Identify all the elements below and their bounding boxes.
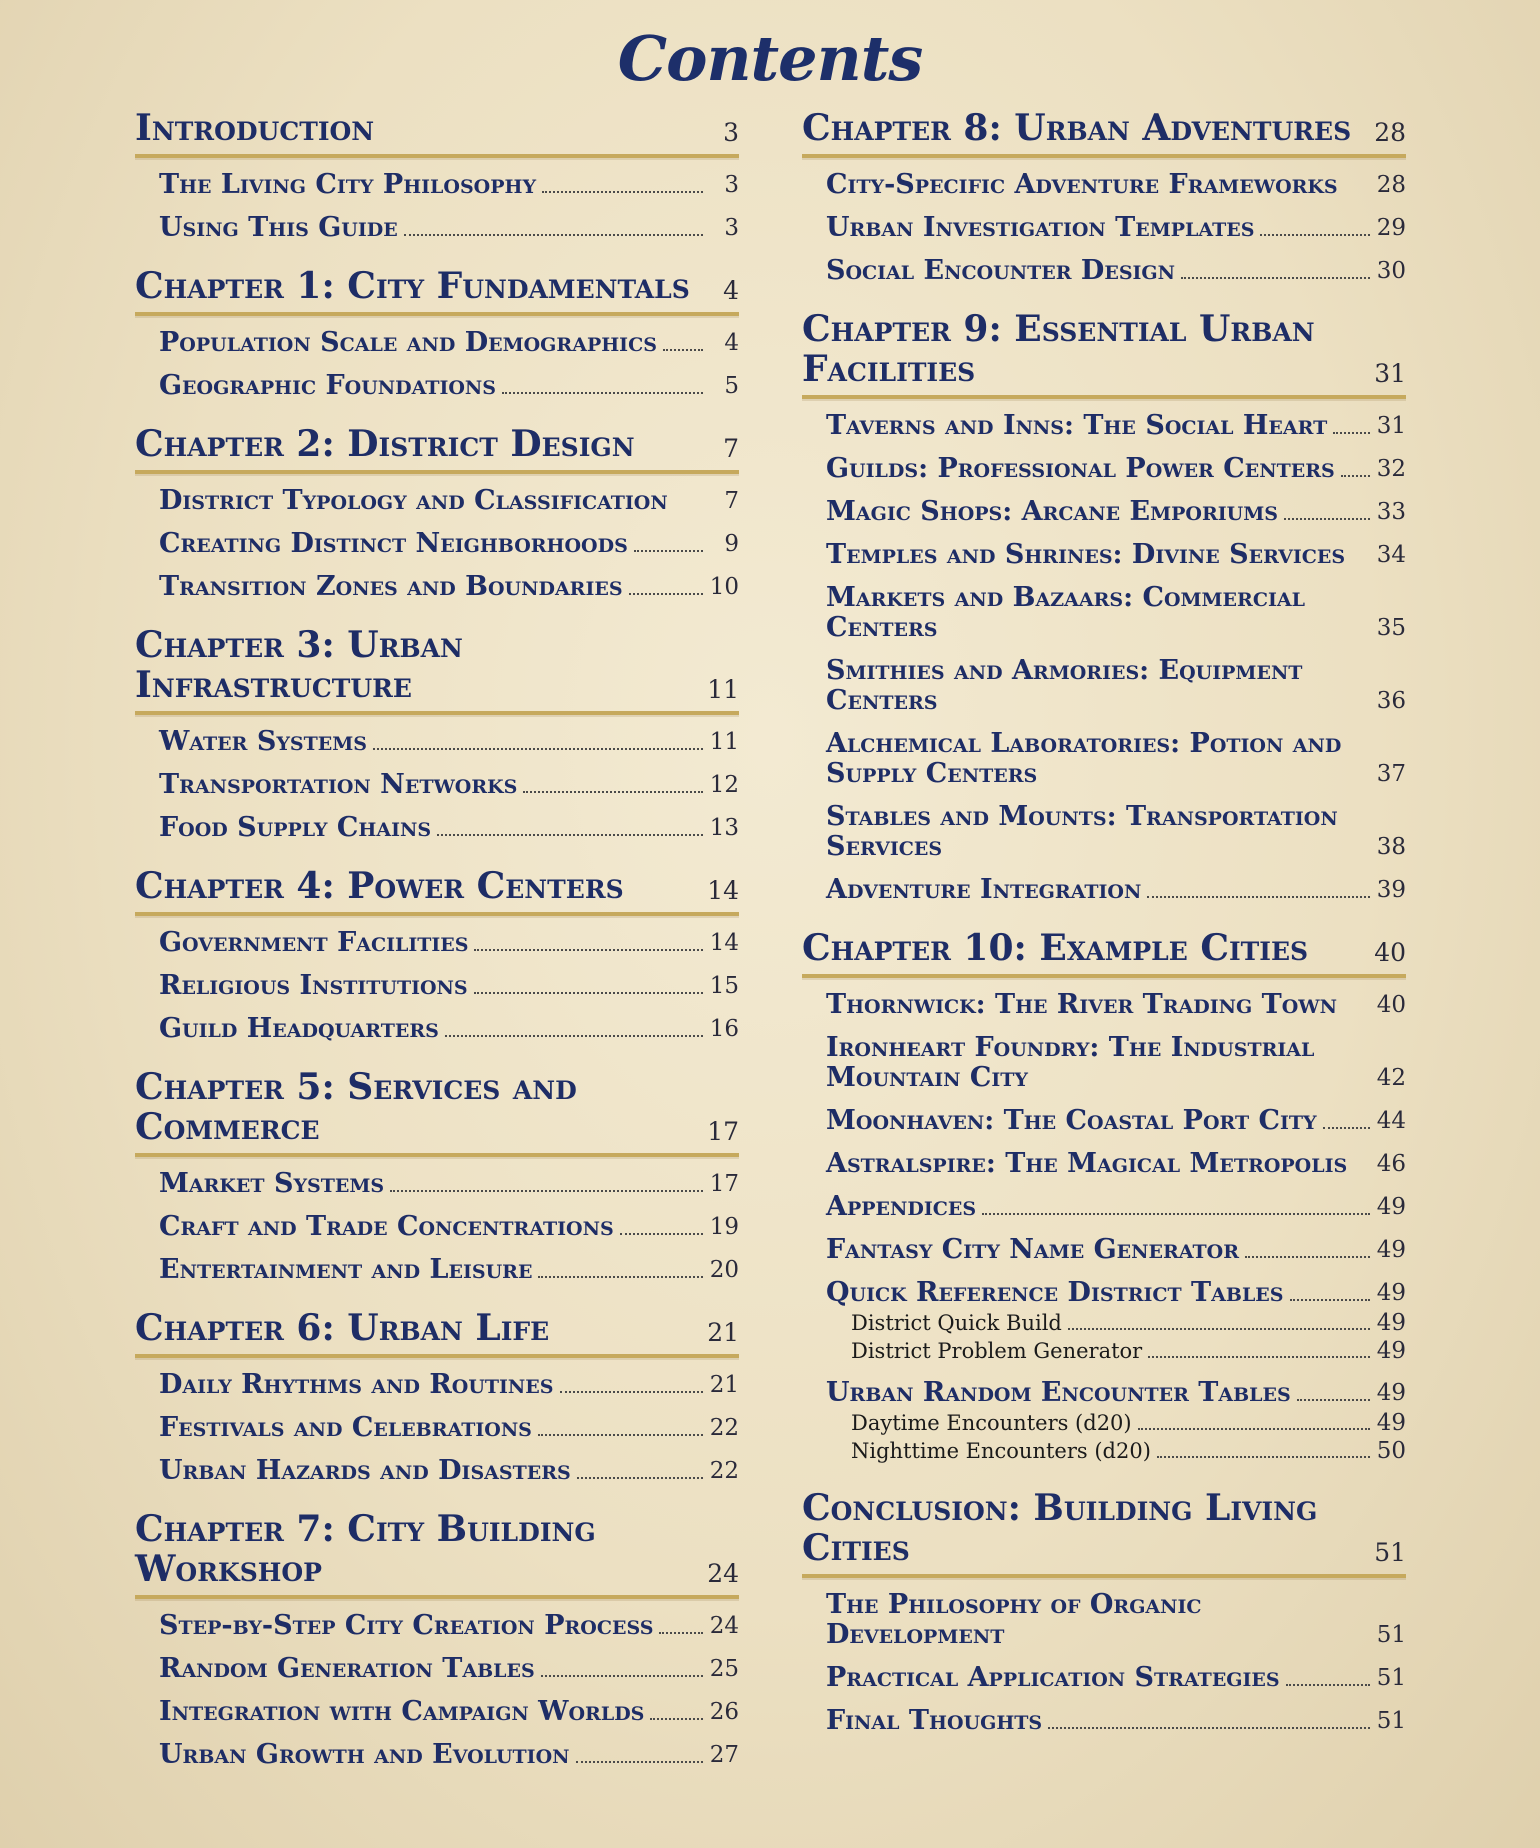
chapter-heading[interactable] bbox=[802, 309, 1406, 399]
dot-leader bbox=[577, 1477, 703, 1479]
chapter-entries bbox=[135, 158, 739, 266]
chapter-page-number: 14 bbox=[707, 876, 739, 905]
toc-entry[interactable] bbox=[159, 1255, 739, 1285]
entry-page-number: 21 bbox=[709, 1372, 739, 1398]
entry-page-number: 39 bbox=[1376, 877, 1406, 903]
dot-leader bbox=[659, 1632, 703, 1634]
entry-title: Social Encounter Design bbox=[826, 255, 1176, 286]
entry-page-number: 46 bbox=[1376, 1151, 1406, 1177]
toc-entry[interactable] bbox=[159, 1014, 739, 1044]
entry-page-number: 31 bbox=[1376, 413, 1406, 439]
entry-page-number: 49 bbox=[1376, 1280, 1406, 1306]
subentry-page-number: 50 bbox=[1376, 1438, 1406, 1464]
entry-title: Moonhaven: The Coastal Port City bbox=[826, 1105, 1317, 1136]
entry-title: Fantasy City Name Generator bbox=[826, 1234, 1239, 1265]
subentry-title: District Quick Build bbox=[851, 1311, 1062, 1335]
toc-entry[interactable] bbox=[826, 411, 1406, 441]
entry-page-number: 22 bbox=[709, 1415, 739, 1441]
entry-page-number: 26 bbox=[709, 1699, 739, 1725]
entry-page-number: 14 bbox=[709, 930, 739, 956]
chapter-title: Chapter 1: City Fundamentals bbox=[135, 265, 690, 307]
chapter-entries bbox=[135, 1157, 739, 1308]
entry-page-number: 25 bbox=[709, 1656, 739, 1682]
entry-title: Guilds: Professional Power Centers bbox=[826, 453, 1335, 484]
dot-leader bbox=[502, 392, 703, 394]
toc-entry[interactable] bbox=[826, 170, 1406, 200]
entry-page-number: 19 bbox=[709, 1214, 739, 1240]
dot-leader bbox=[1286, 1684, 1370, 1686]
entry-title: Urban Growth and Evolution bbox=[159, 1739, 570, 1770]
chapter-heading[interactable] bbox=[802, 928, 1406, 978]
subentry-page-number: 49 bbox=[1376, 1310, 1406, 1336]
chapter-title: Chapter 8: Urban Adventures bbox=[802, 107, 1352, 149]
toc-entry[interactable] bbox=[159, 1212, 739, 1242]
toc-entry[interactable] bbox=[159, 1740, 739, 1770]
entry-title: Transition Zones and Boundaries bbox=[159, 571, 623, 602]
toc-entry[interactable] bbox=[159, 813, 739, 843]
dot-leader bbox=[542, 191, 703, 193]
toc-entry[interactable] bbox=[159, 1697, 739, 1727]
toc-entry[interactable] bbox=[159, 770, 739, 800]
toc-entry[interactable] bbox=[826, 1106, 1406, 1136]
toc-entry[interactable] bbox=[826, 1590, 1406, 1650]
toc-entry[interactable] bbox=[826, 802, 1406, 862]
entry-page-number: 29 bbox=[1376, 215, 1406, 241]
dot-leader bbox=[1297, 1399, 1370, 1401]
toc-entry[interactable] bbox=[826, 1192, 1406, 1222]
chapter-heading[interactable] bbox=[802, 108, 1406, 158]
entry-title: City-Specific Adventure Frameworks bbox=[826, 169, 1338, 200]
chapter-title: Chapter 7: City Building Workshop bbox=[135, 1508, 596, 1590]
entry-title: Craft and Trade Concentrations bbox=[159, 1211, 614, 1242]
entry-title: Ironheart Foundry: The Industrial Mountain City bbox=[826, 1032, 1315, 1093]
page-title: Contents bbox=[617, 22, 923, 95]
toc-entry[interactable] bbox=[159, 1370, 739, 1400]
entry-title: Quick Reference District Tables bbox=[826, 1277, 1284, 1308]
subentry-title: District Problem Generator bbox=[851, 1339, 1143, 1363]
dot-leader bbox=[541, 1675, 703, 1677]
chapter-heading[interactable] bbox=[135, 1308, 739, 1358]
entry-page-number: 51 bbox=[1376, 1708, 1406, 1734]
toc-entry[interactable] bbox=[826, 729, 1406, 789]
chapter-page-number: 28 bbox=[1374, 118, 1406, 147]
toc-entry[interactable] bbox=[159, 529, 739, 559]
dot-leader bbox=[620, 1233, 703, 1235]
dot-leader bbox=[1284, 518, 1370, 520]
entry-title: The Philosophy of Organic Development bbox=[826, 1589, 1202, 1650]
dot-leader bbox=[663, 349, 703, 351]
entry-page-number: 30 bbox=[1376, 258, 1406, 284]
toc-subentry[interactable] bbox=[826, 1309, 1406, 1337]
entry-title: Markets and Bazaars: Commercial Centers bbox=[826, 582, 1305, 643]
chapter-entries bbox=[135, 316, 739, 424]
chapter-page-number: 40 bbox=[1374, 938, 1406, 967]
toc-chapter bbox=[135, 866, 739, 1067]
chapter-page-number: 24 bbox=[707, 1559, 739, 1588]
entry-title: Entertainment and Leisure bbox=[159, 1254, 533, 1285]
dot-leader bbox=[390, 1190, 703, 1192]
entry-page-number: 28 bbox=[1376, 172, 1406, 198]
chapter-page-number: 11 bbox=[707, 675, 739, 704]
entry-title: Urban Hazards and Disasters bbox=[159, 1455, 571, 1486]
toc-chapter bbox=[802, 309, 1406, 928]
toc-entry[interactable] bbox=[159, 971, 739, 1001]
entry-title: Water Systems bbox=[159, 726, 367, 757]
dot-leader bbox=[404, 234, 703, 236]
entry-title: Market Systems bbox=[159, 1168, 385, 1199]
entry-title: Adventure Integration bbox=[826, 874, 1142, 905]
entry-page-number: 7 bbox=[724, 488, 739, 514]
dot-leader bbox=[634, 550, 703, 552]
entry-page-number: 27 bbox=[709, 1742, 739, 1768]
entry-title: Using This Guide bbox=[159, 212, 398, 243]
chapter-heading[interactable] bbox=[802, 1488, 1406, 1578]
dot-leader bbox=[1323, 1127, 1370, 1129]
chapter-page-number: 21 bbox=[707, 1318, 739, 1347]
toc-entry[interactable] bbox=[826, 256, 1406, 286]
chapter-entries bbox=[802, 1578, 1406, 1759]
entry-page-number: 20 bbox=[709, 1257, 739, 1283]
toc-entry[interactable] bbox=[826, 497, 1406, 527]
entry-page-number: 42 bbox=[1376, 1065, 1406, 1091]
entry-page-number: 44 bbox=[1376, 1108, 1406, 1134]
entry-title: Geographic Foundations bbox=[159, 370, 496, 401]
entry-page-number: 49 bbox=[1376, 1380, 1406, 1406]
entry-title: Government Facilities bbox=[159, 927, 469, 958]
entry-title: Taverns and Inns: The Social Heart bbox=[826, 410, 1328, 441]
dot-leader bbox=[629, 593, 703, 595]
dot-leader bbox=[1290, 1299, 1370, 1301]
dot-leader bbox=[1048, 1727, 1370, 1729]
entry-title: Practical Application Strategies bbox=[826, 1662, 1280, 1693]
dot-leader bbox=[538, 1276, 703, 1278]
entry-title: Magic Shops: Arcane Emporiums bbox=[826, 496, 1278, 527]
entry-title: Festivals and Celebrations bbox=[159, 1412, 532, 1443]
entry-title: Population Scale and Demographics bbox=[159, 327, 657, 358]
entry-title: Astralspire: The Magical Metropolis bbox=[826, 1148, 1348, 1179]
toc-subentry[interactable] bbox=[826, 1337, 1406, 1365]
dot-leader bbox=[1260, 234, 1370, 236]
chapter-title: Chapter 10: Example Cities bbox=[802, 927, 1309, 969]
chapter-entries bbox=[135, 1599, 739, 1793]
chapter-entries bbox=[802, 399, 1406, 928]
dot-leader bbox=[1181, 277, 1370, 279]
entry-page-number: 3 bbox=[724, 215, 739, 241]
entry-page-number: 5 bbox=[724, 373, 739, 399]
dot-leader bbox=[1138, 1428, 1370, 1430]
chapter-heading[interactable] bbox=[135, 1067, 739, 1157]
dot-leader bbox=[1157, 1456, 1370, 1458]
entry-title: Creating Distinct Neighborhoods bbox=[159, 528, 628, 559]
entry-title: Food Supply Chains bbox=[159, 812, 432, 843]
subentry-title: Daytime Encounters (d20) bbox=[851, 1411, 1132, 1435]
dot-leader bbox=[650, 1718, 703, 1720]
dot-leader bbox=[1333, 432, 1370, 434]
dot-leader bbox=[445, 1035, 703, 1037]
chapter-page-number: 7 bbox=[723, 434, 739, 463]
entry-page-number: 4 bbox=[724, 330, 739, 356]
entry-title: Guild Headquarters bbox=[159, 1013, 439, 1044]
toc-chapter bbox=[135, 625, 739, 866]
toc-entry[interactable] bbox=[826, 875, 1406, 905]
entry-title: Religious Institutions bbox=[159, 970, 468, 1001]
dot-leader bbox=[474, 992, 703, 994]
entry-title: Smithies and Armories: Equipment Centers bbox=[826, 655, 1303, 716]
toc-entry[interactable] bbox=[826, 1235, 1406, 1265]
dot-leader bbox=[1147, 896, 1370, 898]
entry-title: Random Generation Tables bbox=[159, 1653, 535, 1684]
chapter-heading[interactable] bbox=[135, 866, 739, 916]
entry-page-number: 22 bbox=[709, 1458, 739, 1484]
chapter-title: Chapter 3: Urban Infrastructure bbox=[135, 624, 463, 706]
chapter-title: Chapter 2: District Design bbox=[135, 423, 635, 465]
dot-leader bbox=[538, 1434, 703, 1436]
chapter-entries bbox=[802, 158, 1406, 309]
dot-leader bbox=[560, 1391, 704, 1393]
toc-entry[interactable] bbox=[159, 170, 739, 200]
entry-page-number: 9 bbox=[724, 531, 739, 557]
dot-leader bbox=[437, 834, 703, 836]
entry-page-number: 33 bbox=[1376, 499, 1406, 525]
entry-page-number: 40 bbox=[1376, 992, 1406, 1018]
entry-title: Daily Rhythms and Routines bbox=[159, 1369, 554, 1400]
toc-entry[interactable] bbox=[159, 928, 739, 958]
entry-page-number: 16 bbox=[709, 1016, 739, 1042]
subentry-page-number: 49 bbox=[1376, 1338, 1406, 1364]
subentry-page-number: 49 bbox=[1376, 1410, 1406, 1436]
toc-subentry[interactable] bbox=[826, 1409, 1406, 1437]
chapter-entries bbox=[135, 1358, 739, 1509]
toc-entry[interactable] bbox=[826, 1149, 1406, 1179]
toc-entry[interactable] bbox=[159, 371, 739, 401]
entry-title: Temples and Shrines: Divine Services bbox=[826, 539, 1346, 570]
toc-entry[interactable] bbox=[826, 656, 1406, 716]
entry-page-number: 51 bbox=[1376, 1622, 1406, 1648]
subentry-title: Nighttime Encounters (d20) bbox=[851, 1439, 1151, 1463]
toc-entry[interactable] bbox=[159, 486, 739, 516]
entry-title: Transportation Networks bbox=[159, 769, 518, 800]
entry-page-number: 15 bbox=[709, 973, 739, 999]
entry-page-number: 38 bbox=[1376, 834, 1406, 860]
chapter-entries bbox=[802, 978, 1406, 1488]
entry-title: Urban Random Encounter Tables bbox=[826, 1377, 1291, 1408]
toc-left-column bbox=[135, 108, 739, 1793]
chapter-page-number: 4 bbox=[723, 276, 739, 305]
toc-entry[interactable] bbox=[159, 328, 739, 358]
entry-title: Appendices bbox=[826, 1191, 977, 1222]
chapter-page-number: 51 bbox=[1374, 1538, 1406, 1567]
entry-page-number: 34 bbox=[1376, 542, 1406, 568]
entry-page-number: 11 bbox=[709, 729, 739, 755]
entry-page-number: 3 bbox=[724, 172, 739, 198]
dot-leader bbox=[523, 791, 703, 793]
entry-page-number: 12 bbox=[709, 772, 739, 798]
dot-leader bbox=[1245, 1256, 1370, 1258]
dot-leader bbox=[576, 1761, 704, 1763]
toc-entry[interactable] bbox=[159, 1169, 739, 1199]
chapter-title: Chapter 9: Essential Urban Facilities bbox=[802, 308, 1315, 390]
toc-chapter bbox=[802, 928, 1406, 1488]
chapter-title: Chapter 5: Services and Commerce bbox=[135, 1066, 577, 1148]
chapter-title: Chapter 6: Urban Life bbox=[135, 1307, 550, 1349]
toc-entry[interactable] bbox=[826, 1378, 1406, 1408]
chapter-heading[interactable] bbox=[135, 625, 739, 715]
entry-page-number: 49 bbox=[1376, 1237, 1406, 1263]
toc-entry[interactable] bbox=[159, 1456, 739, 1486]
entry-title: Integration with Campaign Worlds bbox=[159, 1696, 645, 1727]
entry-title: Urban Investigation Templates bbox=[826, 212, 1255, 243]
toc-chapter bbox=[135, 1509, 739, 1793]
toc-chapter bbox=[802, 108, 1406, 309]
entry-page-number: 37 bbox=[1376, 761, 1406, 787]
dot-leader bbox=[1341, 475, 1370, 477]
entry-page-number: 36 bbox=[1376, 688, 1406, 714]
entry-page-number: 17 bbox=[709, 1171, 739, 1197]
entry-page-number: 49 bbox=[1376, 1194, 1406, 1220]
chapter-title: Introduction bbox=[135, 107, 375, 149]
chapter-page-number: 3 bbox=[723, 118, 739, 147]
toc-chapter bbox=[135, 1067, 739, 1308]
toc-right-column bbox=[802, 108, 1406, 1759]
chapter-entries bbox=[135, 916, 739, 1067]
chapter-heading[interactable] bbox=[135, 266, 739, 316]
toc-chapter bbox=[135, 266, 739, 424]
entry-page-number: 13 bbox=[709, 815, 739, 841]
toc-chapter bbox=[135, 108, 739, 266]
chapter-heading[interactable] bbox=[135, 1509, 739, 1599]
entry-page-number: 32 bbox=[1376, 456, 1406, 482]
entry-title: District Typology and Classification bbox=[159, 485, 668, 516]
chapter-heading[interactable] bbox=[135, 108, 739, 158]
toc-entry[interactable] bbox=[826, 213, 1406, 243]
toc-entry[interactable] bbox=[159, 1654, 739, 1684]
toc-entry[interactable] bbox=[159, 213, 739, 243]
dot-leader bbox=[982, 1213, 1370, 1215]
toc-entry[interactable] bbox=[826, 990, 1406, 1020]
entry-title: Thornwick: The River Trading Town bbox=[826, 989, 1337, 1020]
toc-chapter bbox=[135, 1308, 739, 1509]
entry-title: The Living City Philosophy bbox=[159, 169, 537, 200]
toc-entry[interactable] bbox=[826, 540, 1406, 570]
toc-subentry[interactable] bbox=[826, 1437, 1406, 1465]
chapter-entries bbox=[135, 474, 739, 625]
entry-page-number: 24 bbox=[709, 1613, 739, 1639]
toc-entry[interactable] bbox=[159, 1413, 739, 1443]
chapter-title: Conclusion: Building Living Cities bbox=[802, 1487, 1318, 1569]
toc-entry[interactable] bbox=[826, 454, 1406, 484]
dot-leader bbox=[1148, 1356, 1370, 1358]
dot-leader bbox=[373, 748, 703, 750]
entry-title: Step-by-Step City Creation Process bbox=[159, 1610, 654, 1641]
toc-entry[interactable] bbox=[159, 572, 739, 602]
toc-entry[interactable] bbox=[826, 1663, 1406, 1693]
chapter-title: Chapter 4: Power Centers bbox=[135, 865, 624, 907]
entry-title: Alchemical Laboratories: Potion and Supply Centers bbox=[826, 728, 1342, 789]
toc-entry[interactable] bbox=[826, 1706, 1406, 1736]
entry-page-number: 51 bbox=[1376, 1665, 1406, 1691]
toc-entry[interactable] bbox=[826, 1033, 1406, 1093]
toc-entry[interactable] bbox=[159, 727, 739, 757]
dot-leader bbox=[1068, 1328, 1370, 1330]
toc-entry[interactable] bbox=[826, 1278, 1406, 1308]
toc-chapter bbox=[135, 424, 739, 625]
entry-page-number: 35 bbox=[1376, 615, 1406, 641]
toc-chapter bbox=[802, 1488, 1406, 1759]
chapter-entries bbox=[135, 715, 739, 866]
entry-page-number: 10 bbox=[709, 574, 739, 600]
toc-entry[interactable] bbox=[159, 1611, 739, 1641]
dot-leader bbox=[474, 949, 703, 951]
entry-title: Stables and Mounts: Transportation Services bbox=[826, 801, 1338, 862]
chapter-page-number: 31 bbox=[1374, 359, 1406, 388]
toc-entry[interactable] bbox=[826, 583, 1406, 643]
chapter-heading[interactable] bbox=[135, 424, 739, 474]
entry-title: Final Thoughts bbox=[826, 1705, 1043, 1736]
chapter-page-number: 17 bbox=[707, 1117, 739, 1146]
